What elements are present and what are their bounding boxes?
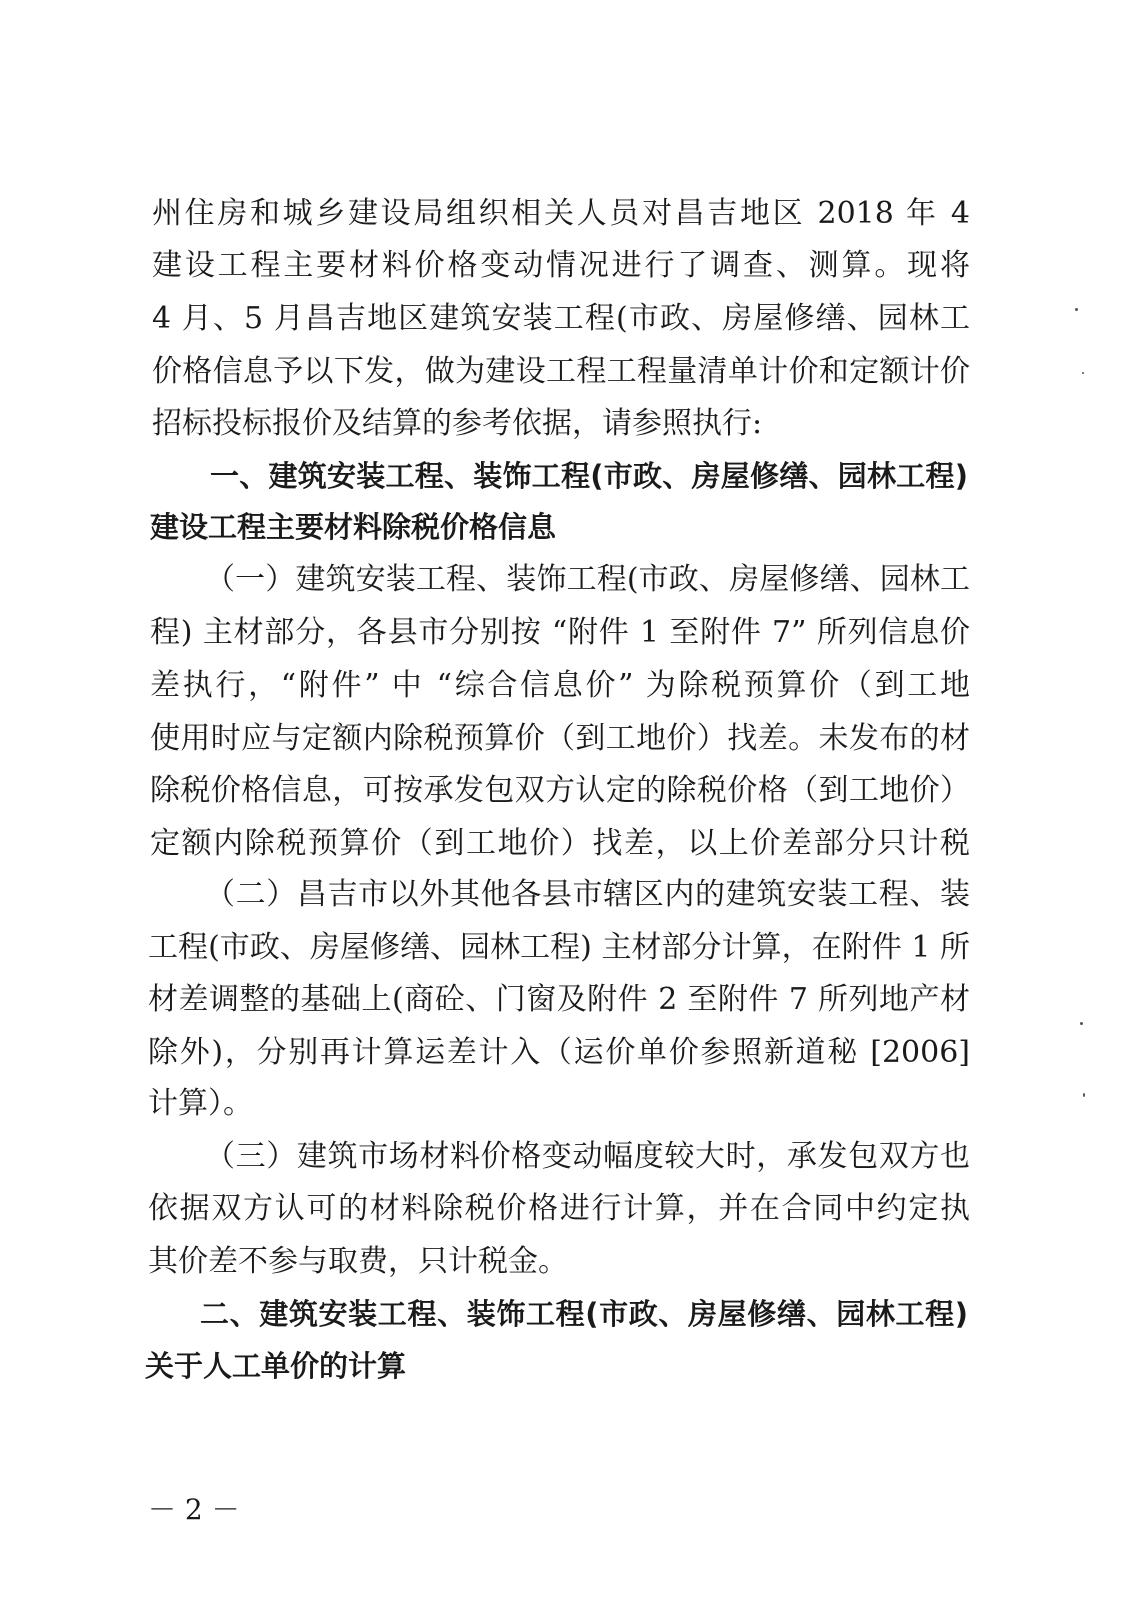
body-line: （一）建筑安装工程、装饰工程(市政、房屋修缮、园林工 <box>205 562 970 597</box>
body-line: 州住房和城乡建设局组织相关人员对昌吉地区 2018 年 4 <box>152 196 970 231</box>
scan-speck <box>1075 308 1078 311</box>
body-line: （二）昌吉市以外其他各县市辖区内的建筑安装工程、装 <box>205 877 970 912</box>
scan-speck <box>1083 1093 1085 1097</box>
section-heading: 一、建筑安装工程、装饰工程(市政、房屋修缮、园林工程) <box>210 459 968 493</box>
body-line: 4 月、5 月昌吉地区建筑安装工程(市政、房屋修缮、园林工 <box>152 301 970 336</box>
scan-speck <box>1080 1022 1083 1025</box>
body-line: 建设工程主要材料价格变动情况进行了调查、测算。现将 <box>152 248 970 283</box>
body-line: 工程(市政、房屋修缮、园林工程) 主材部分计算，在附件 1 所 <box>148 930 970 965</box>
section-heading: 建设工程主要材料除税价格信息 <box>150 510 557 544</box>
body-line: 除外)，分别再计算运差计入（运价单价参照新道秘 [2006] <box>148 1035 970 1070</box>
page-number: － 2 － <box>148 1493 240 1526</box>
section-heading: 二、建筑安装工程、装饰工程(市政、房屋修缮、园林工程) <box>200 1297 968 1331</box>
body-line: 价格信息予以下发，做为建设工程工程量清单计价和定额计价 <box>152 354 970 389</box>
body-line: 其价差不参与取费，只计税金。 <box>148 1244 568 1279</box>
scan-speck <box>1082 372 1084 374</box>
body-line: 程) 主材部分，各县市分别按 “附件 1 至附件 7” 所列信息价 <box>150 615 970 650</box>
body-line: 定额内除税预算价（到工地价）找差，以上价差部分只计税 <box>150 826 970 861</box>
body-line: 除税价格信息，可按承发包双方认定的除税价格（到工地价） <box>150 773 970 808</box>
body-line: 计算）。 <box>148 1086 253 1121</box>
body-line: 差执行，“附件” 中 “综合信息价” 为除税预算价（到工地 <box>150 668 970 703</box>
body-line: 使用时应与定额内除税预算价（到工地价）找差。未发布的材 <box>150 721 970 756</box>
body-line: （三）建筑市场材料价格变动幅度较大时，承发包双方也 <box>205 1139 970 1174</box>
section-heading: 关于人工单价的计算 <box>145 1349 407 1383</box>
body-line: 招标投标报价及结算的参考依据，请参照执行: <box>152 406 763 441</box>
body-line: 材差调整的基础上(商砼、门窗及附件 2 至附件 7 所列地产材 <box>148 982 970 1017</box>
body-line: 依据双方认可的材料除税价格进行计算，并在合同中约定执 <box>148 1191 970 1226</box>
